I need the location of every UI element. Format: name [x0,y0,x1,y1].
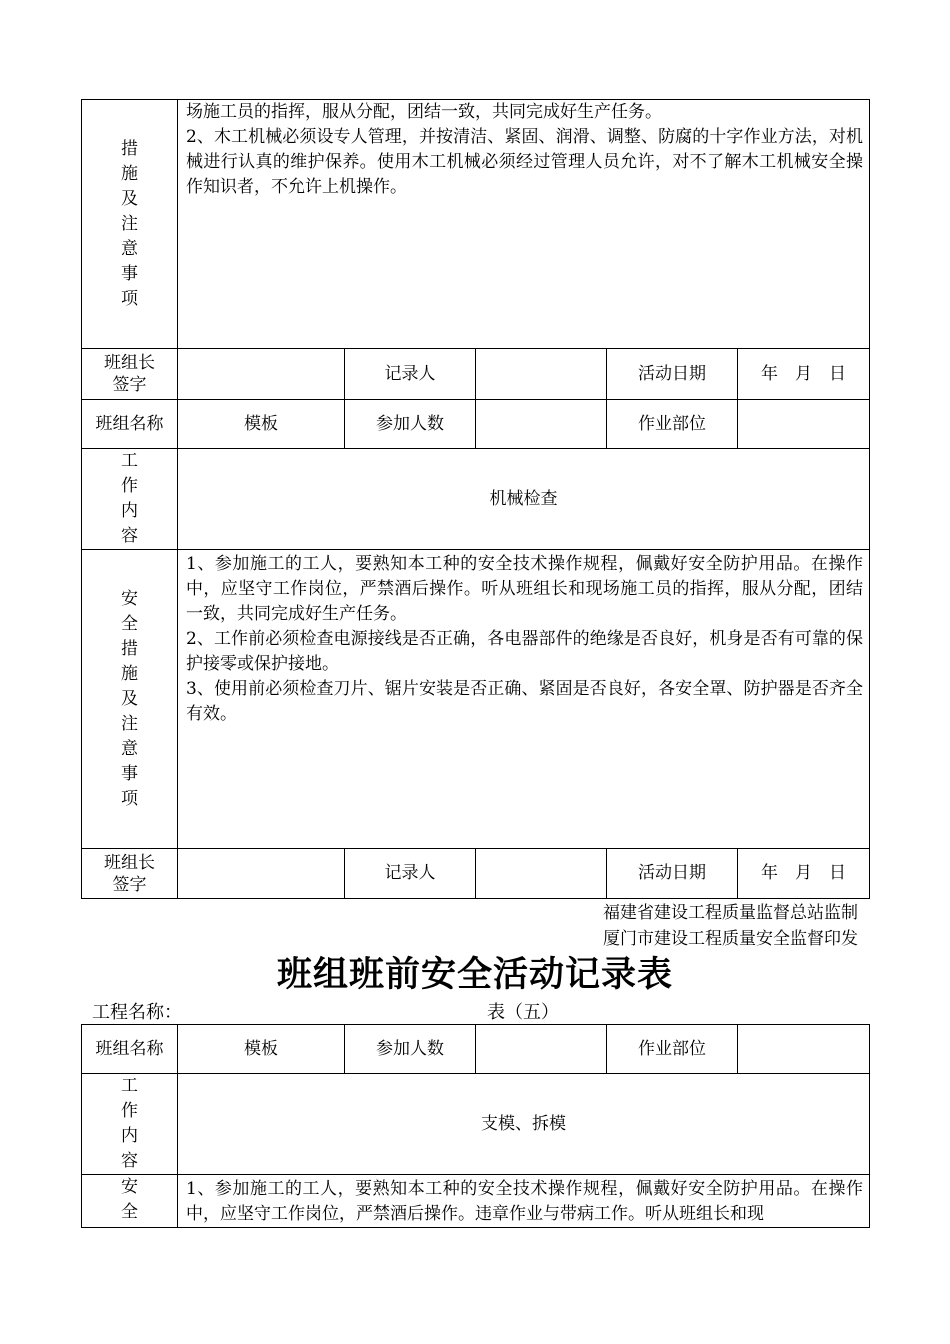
safety-measures-text-5: 1、参加施工的工人，要熟知本工种的安全技术操作规程，佩戴好安全防护用品。在操作中，应坚守工作岗位，严禁酒后操作。违章作业与带病工作。听从班组长和现 [178,1175,870,1228]
recorder-field-2[interactable] [476,849,607,899]
measures-row [82,100,870,349]
measures-label: 措 施 及 注 意 事 项 [82,100,178,349]
activity-date-label-2: 活动日期 [607,849,738,899]
safety-measures-row [82,550,870,849]
work-content-value-5[interactable]: 支模、拆模 [178,1074,870,1175]
footer-line-1: 福建省建设工程质量监督总站监制 [603,903,858,923]
signature-row [82,349,870,400]
table-number: 表（五） [487,1002,559,1023]
signature-row-2 [82,849,870,899]
team-info-row-5 [82,1025,870,1074]
safety-measures-text: 1、参加施工的工人，要熟知本工种的安全技术操作规程，佩戴好安全防护用品。在操作中，应坚守工作岗位，严禁酒后操作。听从班组长和现场施工员的指挥，服从分配，团结一致，共同完成好生产任务。 2、工作前必须检查电源接线是否正确，各电器部件的绝缘是否良好，机身是否有可靠的保护接零或保护接地。 3、使用前必须检查刀片、锯片安装是否正确、紧固是否良好，各安全罩、防护器是否齐全有效。 [178,550,870,849]
work-content-label-5: 工 作 内 容 [82,1074,178,1175]
team-leader-sign-label-2: 班组长 签字 [82,849,178,899]
form-title: 班组班前安全活动记录表 [276,954,673,995]
participants-field-5[interactable] [476,1025,607,1074]
work-area-field[interactable] [738,400,870,449]
team-name-label: 班组名称 [82,400,178,449]
work-area-field-5[interactable] [738,1025,870,1074]
activity-date-label: 活动日期 [607,349,738,400]
team-name-value-5[interactable]: 模板 [178,1025,345,1074]
safety-measures-label: 安 全 措 施 及 注 意 事 项 [82,550,178,849]
team-leader-sign-field[interactable] [178,349,345,400]
team-name-label-5: 班组名称 [82,1025,178,1074]
project-name-label: 工程名称： [92,1002,182,1023]
team-info-row [82,400,870,449]
activity-date-value[interactable]: 年 月 日 [738,349,870,400]
work-content-label: 工 作 内 容 [82,449,178,550]
footer-line-2: 厦门市建设工程质量安全监督印发 [603,929,858,949]
team-leader-sign-field-2[interactable] [178,849,345,899]
recorder-field[interactable] [476,349,607,400]
team-leader-sign-label: 班组长 签字 [82,349,178,400]
recorder-label-2: 记录人 [345,849,476,899]
safety-measures-label-5: 安 全 [82,1175,178,1228]
measures-text: 场施工员的指挥，服从分配，团结一致，共同完成好生产任务。 2、木工机械必须设专人管理，并按清洁、紧固、润滑、调整、防腐的十字作业方法，对机械进行认真的维护保养。使用木工机械必须经过管理人员允许，对不了解木工机械安全操作知识者，不允许上机操作。 [178,100,870,349]
activity-record-table-top [81,99,870,899]
work-content-row [82,449,870,550]
safety-measures-row-5 [82,1175,870,1228]
work-area-label-5: 作业部位 [607,1025,738,1074]
participants-label-5: 参加人数 [345,1025,476,1074]
work-content-row-5 [82,1074,870,1175]
work-area-label: 作业部位 [607,400,738,449]
participants-label: 参加人数 [345,400,476,449]
footer-supervisor [603,900,858,952]
activity-record-table-5 [81,1024,870,1228]
recorder-label: 记录人 [345,349,476,400]
activity-date-value-2[interactable]: 年 月 日 [738,849,870,899]
participants-field[interactable] [476,400,607,449]
team-name-value[interactable]: 模板 [178,400,345,449]
work-content-value[interactable]: 机械检查 [178,449,870,550]
